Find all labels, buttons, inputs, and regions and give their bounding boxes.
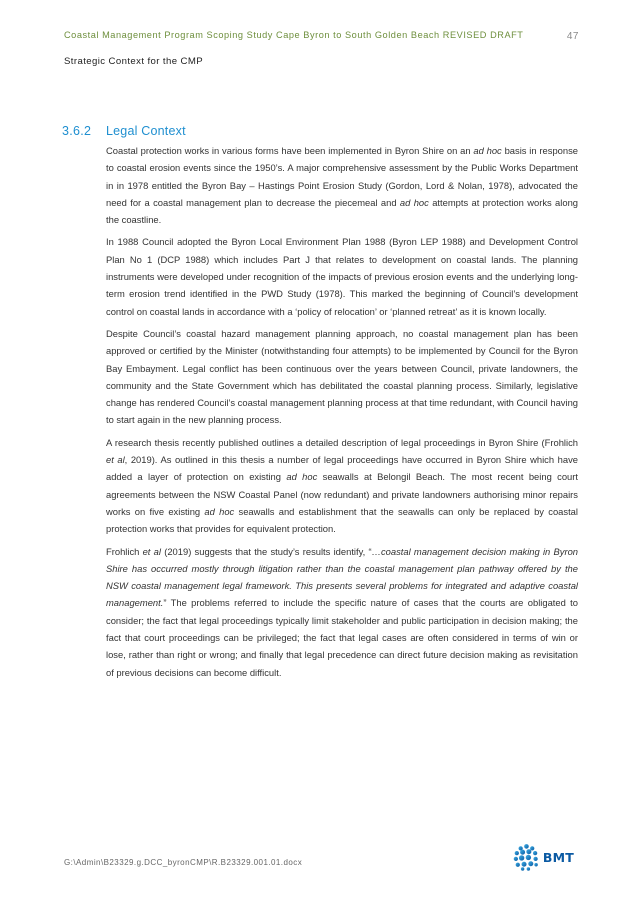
paragraph-text: Despite Council’s coastal hazard management planning approach, no coastal management plan has been approved or certified by the Minister (notwithstanding four attempts) to be implemented by Council for the Byron Bay Embayment. Legal conflict has been continuous over the years between Council, private landowners, the community and the State Government which has debilitated the coastal planning process. Similarly, legislative change has rendered Council’s coastal management planning process at that time redundant, with Council having to start again in the new planning process. — [106, 327, 578, 426]
paragraph-text: , 2019). As outlined in this thesis a number of legal proceedings have occurred in Byron Shire which have added a layer of protection on existing — [106, 454, 578, 483]
italic-text: et al — [106, 454, 125, 466]
body-paragraph-1 — [106, 142, 578, 228]
body-paragraph-3 — [106, 325, 578, 429]
document-header-title: Coastal Management Program Scoping Study Cape Byron to South Golden Beach REVISED DRAFT — [64, 30, 524, 40]
paragraph-text: seawalls and establishment that the seawalls can only be replaced by coastal protection works that provides for equivalent protection. — [106, 505, 578, 535]
italic-text: …coastal management decision making in Byron Shire has occurred mostly through litigation rather than the coastal management plan pathway offered by the NSW coastal management legal framework. This presents several problems for integrated and adaptive coastal management. — [106, 545, 579, 609]
bmt-logo-text: BMT — [542, 849, 574, 865]
paragraph-text: seawalls at Belongil Beach. The most recent being court agreements between the NSW Coastal Panel (now redundant) and private landowners authorising minor repairs works on five existing — [106, 471, 578, 517]
italic-text: ad hoc — [399, 196, 429, 208]
section-body — [106, 142, 578, 686]
body-paragraph-4 — [106, 434, 578, 538]
paragraph-text: In 1988 Council adopted the Byron Local Environment Plan 1988 (Byron LEP 1988) and Development Control Plan No 1 (DCP 1988) which includes Part J that relates to development on coastal lands. The planning instruments were developed under recognition of the impacts of previous erosion events and the underlying long-term erosion trend identified in the PWD Study (1978). This marked the beginning of Council’s development control on coastal lands in accordance with a ‘policy of relocation’ or ‘planned retreat’ as it is known locally. — [106, 236, 578, 317]
italic-text: et al — [142, 545, 161, 557]
paragraph-text: Frohlich — [106, 545, 143, 557]
paragraph-text: (2019) suggests that the study’s results identify, “ — [160, 545, 372, 557]
italic-text: ad hoc — [473, 145, 502, 156]
bmt-logo — [512, 840, 574, 874]
page-number: 47 — [566, 31, 579, 42]
paragraph-text: attempts at protection works along the coastline. — [106, 196, 578, 226]
file-path-footer: G:\Admin\B23329.g.DCC_byronCMP\R.B23329.001.01.docx — [64, 858, 303, 867]
paragraph-text: A research thesis recently published outlines a detailed description of legal proceedings in Byron Shire (Frohlich — [106, 436, 578, 448]
globe-icon — [512, 842, 541, 872]
paragraph-text: basis in response to coastal erosion events since the 1950’s. A major comprehensive assessment by the Public Works Department in in 1978 entitled the Byron Bay – Hastings Point Erosion Study (Gordon, Lord & Nolan, 1978), advocated the need for a coastal management plan to decrease the piecemeal and — [106, 145, 578, 208]
italic-text: ad hoc — [204, 505, 235, 517]
body-paragraph-5 — [106, 543, 578, 681]
paragraph-text: Coastal protection works in various forms have been implemented in Byron Shire on an — [106, 145, 474, 156]
italic-text: ad hoc — [286, 471, 318, 483]
section-number: 3.6.2 — [62, 124, 92, 138]
body-paragraph-2 — [106, 233, 578, 319]
section-title: Legal Context — [106, 124, 186, 138]
paragraph-text: ” The problems referred to include the specific nature of cases that the courts are obligated to consider; the fact that legal proceedings typically limit stakeholder and public participation in decision making; the fact that court proceedings can be privileged; the fact that legal cases are often considered in terms of win or lose, rather than right or wrong; and finally that legal precedence can direct future decision making as revisitation of previous decisions can become difficult. — [106, 597, 578, 678]
chapter-subtitle: Strategic Context for the CMP — [64, 56, 204, 67]
